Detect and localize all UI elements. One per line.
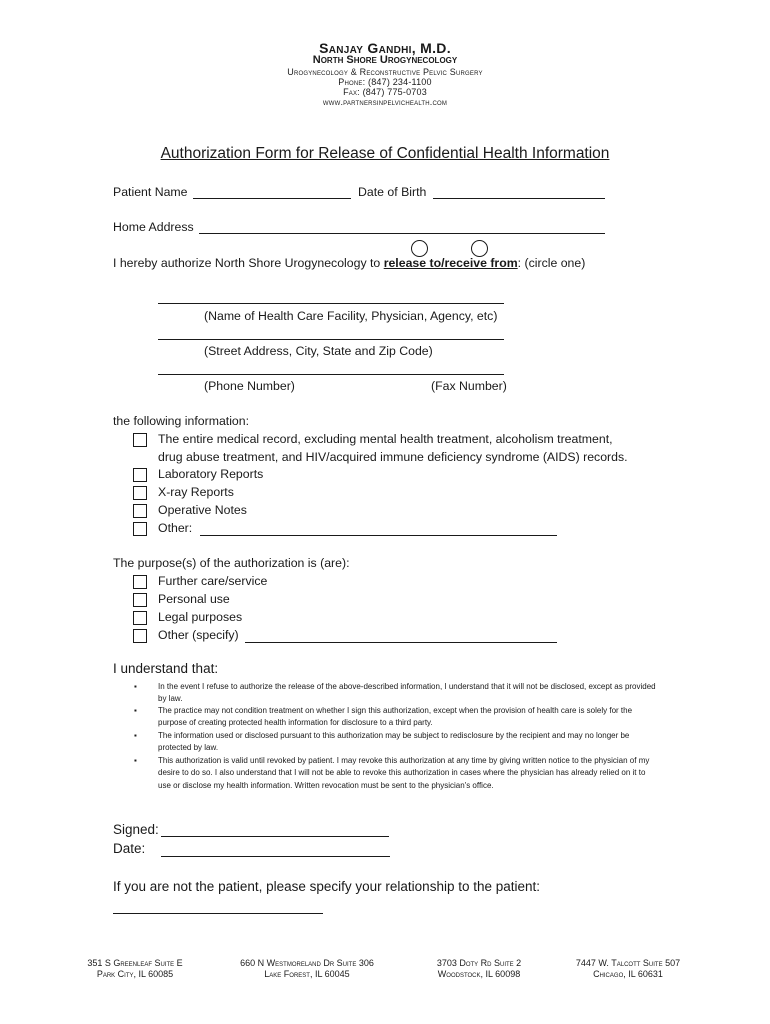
understand-item-2: The practice may not condition treatment on whether I sign this authorization, except when the provision of health care is solely for the purpose of creating protected health information for disclosure to a third party. (158, 706, 633, 728)
footer-office-4 (553, 958, 703, 980)
signature-field[interactable] (161, 836, 389, 837)
date-field[interactable] (161, 856, 390, 857)
purpose-legal: Legal purposes (158, 610, 243, 624)
footer-office-1 (70, 958, 200, 980)
footer-office-3 (414, 958, 544, 980)
signed-label: Signed: (113, 822, 159, 837)
footer-office-3-line1: 3703 Doty Rd Suite 2 (436, 958, 522, 968)
date-label: Date: (113, 841, 146, 856)
information-heading: the following information: (113, 414, 250, 428)
authorize-suffix: : (circle one) (517, 256, 586, 270)
dob-label: Date of Birth (358, 185, 427, 199)
info-other-field[interactable] (200, 535, 557, 536)
relationship-label: If you are not the patient, please specify your relationship to the patient: (113, 879, 541, 894)
footer-office-3-line2: Woodstock, IL 60098 (437, 969, 521, 979)
footer-office-1-line1: 351 S Greenleaf Suite E (87, 958, 183, 968)
checkbox-further-care[interactable] (133, 575, 147, 589)
purpose-heading: The purpose(s) of the authorization is (are): (113, 556, 350, 570)
practice-fax: Fax: (847) 775-0703 (343, 87, 427, 97)
footer-office-2 (212, 958, 402, 980)
practice-website: www.partnersinpelvichealth.com (322, 97, 448, 107)
understand-item-3: The information used or disclosed pursuant to this authorization may be subject to redisclosure by the recipient and may no longer be protected by law. (158, 731, 630, 753)
checkbox-entire-record[interactable] (133, 433, 147, 447)
receive-from-circle[interactable] (471, 240, 488, 257)
checkbox-purpose-other[interactable] (133, 629, 147, 643)
footer-office-1-line2: Park City, IL 60085 (96, 969, 174, 979)
bullet-icon: ▪ (134, 706, 137, 715)
footer-office-2-line1: 660 N Westmoreland Dr Suite 306 (240, 958, 374, 968)
purpose-other-field[interactable] (245, 642, 557, 643)
checkbox-legal-purposes[interactable] (133, 611, 147, 625)
facility-phone-label: (Phone Number) (204, 379, 295, 393)
facility-address-label: (Street Address, City, State and Zip Code) (204, 344, 433, 358)
facility-address-field[interactable] (158, 339, 504, 340)
dob-field[interactable] (433, 198, 605, 199)
info-entire-record: The entire medical record, excluding mental health treatment, alcoholism treatment, (158, 432, 613, 446)
release-to-circle[interactable] (411, 240, 428, 257)
bullet-icon: ▪ (134, 756, 137, 765)
checkbox-personal-use[interactable] (133, 593, 147, 607)
checkbox-operative-notes[interactable] (133, 504, 147, 518)
home-address-label: Home Address (113, 220, 194, 234)
practice-phone: Phone: (847) 234-1100 (338, 77, 432, 87)
understand-heading: I understand that: (113, 661, 219, 676)
purpose-further-care: Further care/service (158, 574, 268, 588)
checkbox-lab-reports[interactable] (133, 468, 147, 482)
facility-fax-label: (Fax Number) (431, 379, 507, 393)
practice-specialty: Urogynecology & Reconstructive Pelvic Surgery (287, 67, 483, 77)
form-title: Authorization Form for Release of Confidential Health Information (160, 145, 610, 162)
info-entire-record-cont: drug abuse treatment, and HIV/acquired immune deficiency syndrome (AIDS) records. (158, 450, 628, 464)
release-receive-option[interactable]: release to/receive from (383, 256, 518, 270)
facility-name-label: (Name of Health Care Facility, Physician, Agency, etc) (204, 309, 498, 323)
purpose-other: Other (specify) (158, 628, 239, 642)
facility-phone-fax-field[interactable] (158, 374, 504, 375)
footer-office-4-line2: Chicago, IL 60631 (593, 969, 663, 979)
checkbox-xray-reports[interactable] (133, 486, 147, 500)
info-other: Other: (158, 521, 193, 535)
practice-name: North Shore Urogynecology (312, 54, 458, 66)
checkbox-info-other[interactable] (133, 522, 147, 536)
patient-name-field[interactable] (193, 198, 351, 199)
footer-office-2-line2: Lake Forest, IL 60045 (264, 969, 350, 979)
facility-name-field[interactable] (158, 303, 504, 304)
relationship-field[interactable] (113, 913, 323, 914)
authorize-statement (113, 256, 585, 270)
info-lab-reports: Laboratory Reports (158, 467, 264, 481)
physician-name: Sanjay Gandhi, M.D. (319, 40, 451, 56)
footer-office-4-line1: 7447 W. Talcott Suite 507 (575, 958, 681, 968)
understand-item-4: This authorization is valid until revoked by patient. I may revoke this authorization at any time by giving written notice to the physician of my desire to do so. I also understand that I will not be able to revoke this authorization in cases where the physician has already relied on it to use or disclose my health information. Written revocation must be sent to the physician's office. (158, 756, 650, 790)
home-address-field[interactable] (199, 233, 605, 234)
purpose-personal-use: Personal use (158, 592, 230, 606)
bullet-icon: ▪ (134, 731, 137, 740)
authorize-prefix: I hereby authorize North Shore Urogynecology to (113, 256, 384, 270)
info-operative-notes: Operative Notes (158, 503, 247, 517)
info-xray-reports: X-ray Reports (158, 485, 234, 499)
understand-item-1: In the event I refuse to authorize the release of the above-described information, I understand that it will not be disclosed, except as provided by law. (158, 682, 656, 704)
bullet-icon: ▪ (134, 682, 137, 691)
patient-name-label: Patient Name (113, 185, 188, 199)
